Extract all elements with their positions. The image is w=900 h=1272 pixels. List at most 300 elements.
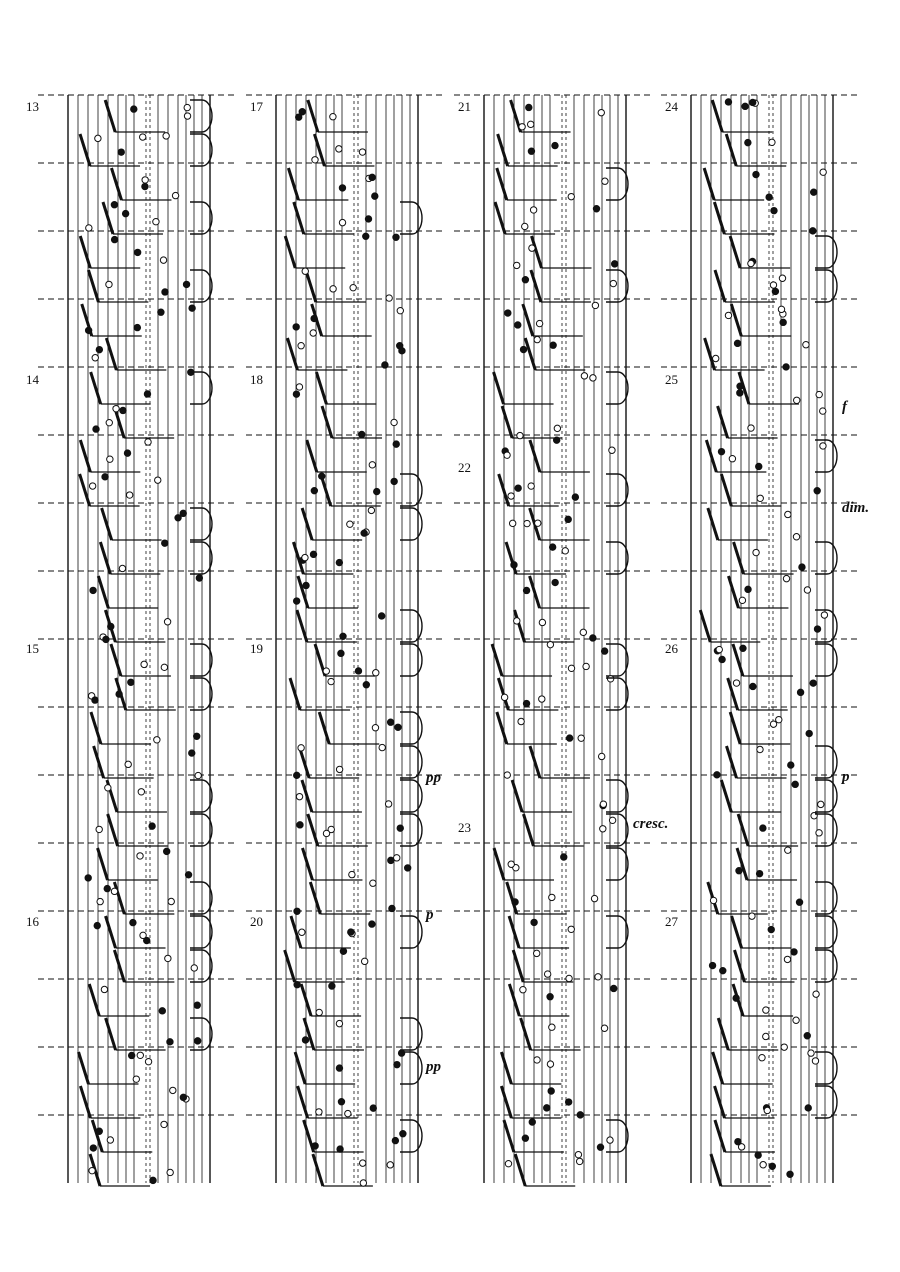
filled-note-head [810, 680, 816, 686]
filled-note-head [131, 106, 137, 112]
hollow-note-head [748, 425, 754, 431]
filled-note-head [311, 315, 317, 321]
hollow-note-head [529, 245, 535, 251]
hollow-note-head [141, 661, 147, 667]
filled-note-head [355, 668, 361, 674]
hollow-note-head [591, 895, 597, 901]
hollow-note-head [547, 641, 553, 647]
filled-note-head [736, 868, 742, 874]
hollow-note-head [111, 888, 117, 894]
filled-note-head [572, 494, 578, 500]
note-stem [498, 134, 508, 166]
hollow-note-head [195, 772, 201, 778]
filled-note-head [312, 1143, 318, 1149]
filled-note-head [102, 474, 108, 480]
note-stem [501, 1086, 511, 1118]
filled-note-head [515, 485, 521, 491]
note-stem [319, 712, 329, 744]
filled-note-head [103, 636, 109, 642]
note-stem [111, 168, 121, 200]
hollow-note-head [296, 793, 302, 799]
note-stem [316, 372, 326, 404]
hollow-note-head [554, 425, 560, 431]
hollow-note-head [168, 898, 174, 904]
tie-arc [400, 1018, 422, 1050]
note-stem [728, 576, 738, 608]
note-stem [513, 950, 523, 982]
note-stem [731, 304, 741, 336]
hollow-note-head [785, 847, 791, 853]
hollow-note-head [580, 629, 586, 635]
tie-arc [400, 474, 422, 506]
filled-note-head [735, 1138, 741, 1144]
filled-note-head [116, 691, 122, 697]
filled-note-head [520, 346, 526, 352]
tie-arc [400, 916, 422, 948]
note-stem [111, 644, 121, 676]
hollow-note-head [575, 1151, 581, 1157]
note-stem [313, 1154, 323, 1186]
note-stem [80, 236, 90, 268]
hollow-note-head [328, 678, 334, 684]
filled-note-head [780, 319, 786, 325]
filled-note-head [294, 772, 300, 778]
measure-number-24: 24 [665, 99, 678, 114]
hollow-note-head [581, 373, 587, 379]
hollow-note-head [89, 483, 95, 489]
hollow-note-head [361, 958, 367, 964]
hollow-note-head [739, 597, 745, 603]
hollow-note-head [164, 619, 170, 625]
filled-note-head [294, 908, 300, 914]
tie-arc [606, 678, 628, 710]
hollow-note-head [779, 275, 785, 281]
filled-note-head [302, 1037, 308, 1043]
note-stem [310, 882, 320, 914]
tie-arc [606, 270, 628, 302]
hollow-note-head [808, 1050, 814, 1056]
hollow-note-head [536, 320, 542, 326]
filled-note-head [167, 1039, 173, 1045]
note-stem [711, 1154, 721, 1186]
filled-note-head [130, 919, 136, 925]
filled-note-head [394, 1061, 400, 1067]
filled-note-head [163, 848, 169, 854]
filled-note-head [400, 1131, 406, 1137]
filled-note-head [750, 99, 756, 105]
tie-arc [190, 882, 212, 914]
filled-note-head [565, 516, 571, 522]
note-stem [734, 542, 744, 574]
tie-arc [190, 780, 212, 812]
filled-note-head [96, 1128, 102, 1134]
hollow-note-head [820, 169, 826, 175]
hollow-note-head [302, 554, 308, 560]
note-stem [715, 1120, 725, 1152]
note-stem [302, 780, 312, 812]
tie-arc [400, 746, 422, 778]
note-stem [721, 780, 731, 812]
note-stem [497, 168, 507, 200]
tie-arc [606, 780, 628, 812]
filled-note-head [769, 1163, 775, 1169]
note-stem [521, 1018, 531, 1050]
note-stem [718, 406, 728, 438]
filled-note-head [158, 309, 164, 315]
tie-arc [606, 848, 628, 880]
hollow-note-head [583, 663, 589, 669]
hollow-note-head [89, 1167, 95, 1173]
note-stem [100, 542, 110, 574]
hollow-note-head [710, 897, 716, 903]
filled-note-head [561, 854, 567, 860]
filled-note-head [768, 926, 774, 932]
hollow-note-head [514, 262, 520, 268]
filled-note-head [529, 1119, 535, 1125]
hollow-note-head [170, 1087, 176, 1093]
hollow-note-head [312, 157, 318, 163]
hollow-note-head [359, 1160, 365, 1166]
note-stem [721, 474, 731, 506]
note-stem [715, 1086, 725, 1118]
dynamic-pp-1: pp [426, 770, 441, 786]
filled-note-head [337, 1146, 343, 1152]
tie-arc [190, 916, 212, 948]
filled-note-head [372, 193, 378, 199]
measure-number-17: 17 [250, 99, 263, 114]
tie-arc [190, 202, 212, 234]
filled-note-head [363, 682, 369, 688]
note-stem [288, 168, 298, 200]
hollow-note-head [347, 521, 353, 527]
hollow-note-head [578, 735, 584, 741]
filled-note-head [397, 825, 403, 831]
note-stem [306, 270, 316, 302]
hollow-note-head [785, 511, 791, 517]
hollow-note-head [528, 121, 534, 127]
filled-note-head [338, 650, 344, 656]
hollow-note-head [598, 109, 604, 115]
hollow-note-head [92, 355, 98, 361]
hollow-note-head [107, 1137, 113, 1143]
filled-note-head [547, 994, 553, 1000]
note-stem [504, 1120, 514, 1152]
filled-note-head [720, 967, 726, 973]
filled-note-head [766, 194, 772, 200]
filled-note-head [718, 448, 724, 454]
note-stem [108, 814, 118, 846]
hollow-note-head [725, 312, 731, 318]
filled-note-head [108, 623, 114, 629]
hollow-note-head [776, 716, 782, 722]
hollow-note-head [350, 284, 356, 290]
filled-note-head [553, 437, 559, 443]
hollow-note-head [609, 447, 615, 453]
dynamic-p-1: p [426, 907, 434, 923]
note-stem [106, 1018, 116, 1050]
tie-arc [190, 542, 212, 574]
filled-note-head [391, 478, 397, 484]
hollow-note-head [562, 548, 568, 554]
note-stem [290, 678, 300, 710]
hollow-note-head [336, 766, 342, 772]
hollow-note-head [391, 419, 397, 425]
filled-note-head [528, 148, 534, 154]
measure-number-25: 25 [665, 372, 678, 387]
tie-arc [190, 644, 212, 676]
note-stem [515, 610, 525, 642]
filled-note-head [293, 391, 299, 397]
filled-note-head [544, 1105, 550, 1111]
note-stem [105, 100, 115, 132]
hollow-note-head [310, 330, 316, 336]
filled-note-head [523, 700, 529, 706]
hollow-note-head [379, 744, 385, 750]
note-stem [708, 508, 718, 540]
note-stem [494, 848, 504, 880]
filled-note-head [194, 1038, 200, 1044]
filled-note-head [806, 730, 812, 736]
hollow-note-head [812, 1058, 818, 1064]
filled-note-head [194, 1002, 200, 1008]
tie-arc [190, 678, 212, 710]
hollow-note-head [298, 745, 304, 751]
filled-note-head [566, 735, 572, 741]
hollow-note-head [370, 880, 376, 886]
hollow-note-head [757, 746, 763, 752]
hollow-note-head [576, 1158, 582, 1164]
hollow-note-head [504, 452, 510, 458]
tie-arc [606, 168, 628, 200]
tie-arc [606, 474, 628, 506]
hollow-note-head [568, 665, 574, 671]
filled-note-head [370, 1105, 376, 1111]
filled-note-head [336, 1065, 342, 1071]
note-stem [700, 610, 710, 642]
filled-note-head [810, 228, 816, 234]
note-stem [497, 712, 507, 744]
filled-note-head [526, 104, 532, 110]
hollow-note-head [138, 789, 144, 795]
hollow-note-head [716, 646, 722, 652]
hollow-note-head [794, 397, 800, 403]
filled-note-head [601, 648, 607, 654]
note-stem [506, 542, 516, 574]
filled-note-head [339, 185, 345, 191]
filled-note-head [180, 1094, 186, 1100]
note-stem [530, 576, 540, 608]
hollow-note-head [101, 986, 107, 992]
filled-note-head [714, 772, 720, 778]
hollow-note-head [96, 826, 102, 832]
note-stem [114, 882, 124, 914]
filled-note-head [597, 1144, 603, 1150]
note-stem [91, 372, 101, 404]
hollow-note-head [803, 342, 809, 348]
filled-note-head [760, 825, 766, 831]
note-stem [91, 712, 101, 744]
filled-note-head [512, 899, 518, 905]
measure-number-23: 23 [458, 820, 471, 835]
hollow-note-head [607, 676, 613, 682]
filled-note-head [392, 1137, 398, 1143]
hollow-note-head [509, 520, 515, 526]
note-stem [114, 950, 124, 982]
hollow-note-head [106, 419, 112, 425]
filled-note-head [709, 962, 715, 968]
hollow-note-head [753, 549, 759, 555]
filled-note-head [134, 249, 140, 255]
filled-note-head [756, 463, 762, 469]
hollow-note-head [359, 149, 365, 155]
hollow-note-head [568, 193, 574, 199]
filled-note-head [196, 575, 202, 581]
filled-note-head [382, 362, 388, 368]
tie-arc [400, 610, 422, 642]
filled-note-head [388, 857, 394, 863]
note-stem [726, 746, 736, 778]
tie-arc [400, 202, 422, 234]
measure-number-13: 13 [26, 99, 39, 114]
hollow-note-head [816, 830, 822, 836]
filled-note-head [150, 1177, 156, 1183]
filled-note-head [552, 579, 558, 585]
hollow-note-head [125, 761, 131, 767]
measure-number-15: 15 [26, 641, 39, 656]
filled-note-head [94, 922, 100, 928]
dynamic-f: f [842, 399, 847, 415]
tie-arc [400, 712, 422, 744]
hollow-note-head [530, 207, 536, 213]
filled-note-head [162, 289, 168, 295]
tie-arc [190, 372, 212, 404]
note-glyphs [79, 99, 837, 1186]
hollow-note-head [783, 575, 789, 581]
note-stem [106, 916, 116, 948]
hollow-note-head [595, 974, 601, 980]
hollow-note-head [302, 268, 308, 274]
hollow-note-head [600, 801, 606, 807]
tie-arc [190, 814, 212, 846]
note-stem [704, 168, 714, 200]
filled-note-head [397, 343, 403, 349]
filled-note-head [565, 1099, 571, 1105]
filled-note-head [523, 587, 529, 593]
tie-arc [606, 644, 628, 676]
hollow-note-head [508, 493, 514, 499]
hollow-note-head [729, 456, 735, 462]
filled-note-head [737, 383, 743, 389]
hollow-note-head [602, 178, 608, 184]
filled-note-head [134, 324, 140, 330]
hollow-note-head [518, 718, 524, 724]
filled-note-head [593, 206, 599, 212]
filled-note-head [740, 645, 746, 651]
filled-note-head [548, 1088, 554, 1094]
hollow-note-head [336, 146, 342, 152]
note-stem [523, 814, 533, 846]
hollow-note-head [191, 965, 197, 971]
note-stem [294, 202, 304, 234]
hollow-note-head [769, 139, 775, 145]
hollow-note-head [360, 1180, 366, 1186]
filled-note-head [340, 948, 346, 954]
hollow-note-head [592, 302, 598, 308]
hollow-note-head [749, 913, 755, 919]
hollow-note-head [95, 135, 101, 141]
filled-note-head [393, 234, 399, 240]
filled-note-head [505, 310, 511, 316]
hollow-note-head [770, 721, 776, 727]
note-stem [531, 270, 541, 302]
hollow-note-head [517, 432, 523, 438]
hollow-note-head [323, 830, 329, 836]
filled-note-head [319, 473, 325, 479]
measure-number-19: 19 [250, 641, 263, 656]
filled-note-head [799, 564, 805, 570]
note-stem [307, 440, 317, 472]
hollow-note-head [514, 618, 520, 624]
hollow-note-head [504, 772, 510, 778]
hollow-note-head [161, 664, 167, 670]
dynamic-pp-2: pp [426, 1059, 441, 1075]
hollow-note-head [813, 991, 819, 997]
hollow-note-head [167, 1169, 173, 1175]
note-stem [98, 576, 108, 608]
filled-note-head [189, 305, 195, 311]
tie-arc [400, 644, 422, 676]
hollow-note-head [345, 1110, 351, 1116]
filled-note-head [374, 488, 380, 494]
filled-note-head [393, 441, 399, 447]
hollow-note-head [140, 932, 146, 938]
hollow-note-head [119, 565, 125, 571]
hollow-note-head [820, 408, 826, 414]
hollow-note-head [97, 898, 103, 904]
note-stem [98, 848, 108, 880]
tie-arc [190, 270, 212, 302]
filled-note-head [577, 1112, 583, 1118]
hollow-note-head [549, 1024, 555, 1030]
hollow-note-head [154, 737, 160, 743]
hollow-note-head [519, 124, 525, 130]
hollow-note-head [528, 483, 534, 489]
hollow-note-head [505, 1160, 511, 1166]
note-stem [79, 1052, 89, 1084]
hollow-note-head [330, 114, 336, 120]
hollow-note-head [160, 257, 166, 263]
filled-note-head [755, 1152, 761, 1158]
filled-note-head [293, 598, 299, 604]
filled-note-head [92, 697, 98, 703]
tie-arc [190, 100, 212, 132]
hollow-note-head [598, 753, 604, 759]
filled-note-head [159, 1008, 165, 1014]
hollow-note-head [397, 307, 403, 313]
filled-note-head [745, 586, 751, 592]
tie-arc [190, 134, 212, 166]
hollow-note-head [339, 219, 345, 225]
filled-note-head [805, 1105, 811, 1111]
hollow-note-head [106, 281, 112, 287]
hollow-note-head [535, 520, 541, 526]
hollow-note-head [86, 225, 92, 231]
note-stem [718, 1018, 728, 1050]
filled-note-head [522, 277, 528, 283]
hollow-note-head [133, 1076, 139, 1082]
hollow-note-head [713, 355, 719, 361]
filled-note-head [180, 510, 186, 516]
